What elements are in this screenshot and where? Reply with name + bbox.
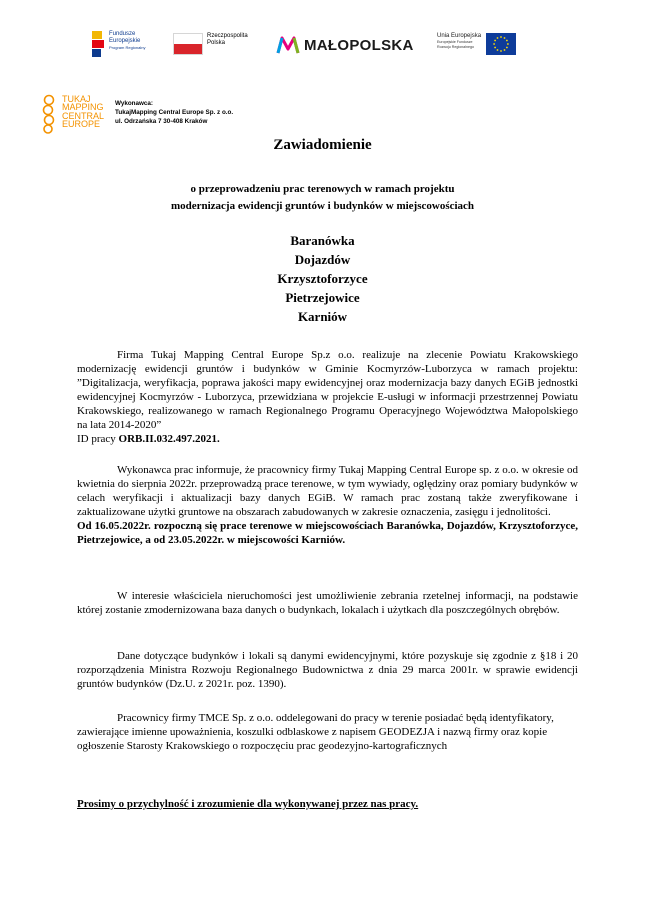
places-list — [0, 231, 645, 326]
rzeczpospolita-logo — [173, 33, 248, 55]
paragraph-owner-interest — [77, 589, 578, 617]
work-id-label: ID pracy — [77, 433, 119, 445]
ue-line3: Rozwoju Regionalnego — [437, 45, 474, 49]
tukaj-line3: CENTRAL — [62, 110, 105, 121]
fe-line1: Fundusze — [109, 31, 136, 37]
paragraph-staff-identification — [77, 711, 578, 753]
fe-line3: Program Regionalny — [109, 45, 146, 50]
tukaj-line2: MAPPING — [62, 102, 104, 113]
place-item: Pietrzejowice — [285, 290, 360, 305]
malopolska-logo — [276, 35, 414, 55]
fe-line2: Europejskie — [109, 38, 141, 44]
header-logos — [0, 27, 645, 67]
paragraph-owner-interest-text: W interesie właściciela nieruchomości jest umożliwienie zebrania rzetelnej informacji, na podstawie której zostanie zmodernizowana baza danych o budynkach, lokalach i użytkach dla poszczególnych obrębów. — [77, 590, 578, 616]
rp-line1: Rzeczpospolita — [207, 33, 248, 39]
closing-statement: Prosimy o przychylność i zrozumienie dla wykonywanej przez nas pracy. — [77, 798, 419, 810]
paragraph-fieldwork-text: Wykonawca prac informuje, że pracownicy firmy Tukaj Mapping Central Europe sp. z o.o. w okresie od kwietnia do sierpnia 2022r. przeprowadzą prace terenowe, w tym wywiady, oględziny oraz pomiary budynków w celach weryfikacji i aktualizacji bazy danych EGiB. W ramach prac zostaną także zweryfikowane i zaktualizowane użytki gruntowe na obszarach zabudowanych w zakresie oznaczenia, zasięgu i jednolitości. — [77, 464, 578, 518]
ue-line2: Europejskie Fundusze — [437, 40, 473, 44]
eu-flag-icon — [486, 33, 516, 55]
paragraph-project — [77, 348, 578, 446]
subtitle-line2: modernizacja ewidencji gruntów i budynków w miejscowościach — [170, 200, 475, 212]
paragraph-legal-basis-text: Dane dotyczące budynków i lokali są danymi ewidencyjnymi, które pozyskuje się zgodnie z §18 i 20 rozporządzenia Ministra Rozwoju Regionalnego Budownictwa z dnia 29 marca 2001r. w sprawie ewidencji gruntów budynków (Dz.U. z 2021r. poz. 1390). — [77, 650, 578, 690]
contractor-name: TukajMapping Central Europe Sp. z o.o. — [115, 109, 234, 116]
paragraph-project-text: Firma Tukaj Mapping Central Europe Sp.z o.o. realizuje na zlecenie Powiatu Krakowskiego modernizację ewidencji gruntów i budynków w Gminie Kocmyrzów-Luborzyca w ramach projektu: ”Digitalizacja, weryfikacja, poprawa jakości mapy ewidencyjnej oraz modernizacja bazy danych EGiB jednostki ewidencyjnej Kocmyrzów - Luborzyca, przewidziana w projekcie E-usługi w informacji przestrzennej Powiatu Krakowskiego, realizowanego w ramach Regionalnego Programu Operacyjnego Województwa Małopolskiego na lata 2014-2020” — [77, 349, 578, 431]
subtitle-line1: o przeprowadzeniu prac terenowych w ramach projektu — [190, 183, 455, 195]
work-id — [77, 432, 578, 446]
malopolska-icon — [276, 35, 300, 55]
fundusze-europejskie-logo — [92, 31, 145, 57]
work-id-value: ORB.II.032.497.2021. — [118, 433, 220, 445]
contractor-block — [40, 94, 300, 138]
tukaj-line4: EUROPE — [62, 119, 101, 130]
contractor-address: ul. Odrzańska 7 30-408 Kraków — [115, 118, 208, 125]
place-item: Krzysztoforzyce — [277, 271, 368, 286]
place-item: Dojazdów — [294, 252, 351, 267]
tukaj-logo-icon — [40, 94, 60, 134]
place-item: Baranówka — [290, 233, 355, 248]
document-title: Zawiadomienie — [273, 137, 372, 153]
ue-line1: Unia Europejska — [437, 33, 482, 39]
tukaj-logo-text — [62, 95, 104, 129]
paragraph-fieldwork — [77, 463, 578, 547]
unia-europejska-logo — [437, 33, 516, 55]
place-item: Karniów — [297, 309, 348, 324]
fundusze-europejskie-icon — [92, 31, 106, 57]
polish-flag-icon — [173, 33, 203, 55]
tukaj-line1: TUKAJ — [62, 94, 91, 104]
contractor-label: Wykonawca: — [115, 100, 154, 107]
rp-line2: Polska — [207, 40, 226, 46]
paragraph-legal-basis — [77, 649, 578, 691]
paragraph-fieldwork-dates: Od 16.05.2022r. rozpoczną się prace terenowe w miejscowościach Baranówka, Dojazdów, Krzysztoforzyce, Pietrzejowice, a od 23.05.2022r. w miejscowości Karniów. — [77, 520, 578, 546]
document-subtitle — [0, 181, 645, 215]
paragraph-staff-identification-text: Pracownicy firmy TMCE Sp. z o.o. oddelegowani do pracy w terenie posiadać będą identyfikatory, zawierające imienne upoważnienia, koszulki odblaskowe z napisem GEODEZJA i nazwą firmy oraz kopie ogłoszenie Starosty Krakowskiego o rozpoczęciu prac geodezyjno-kartograficznych — [77, 712, 554, 752]
malopolska-wordmark: MAŁOPOLSKA — [304, 36, 414, 54]
